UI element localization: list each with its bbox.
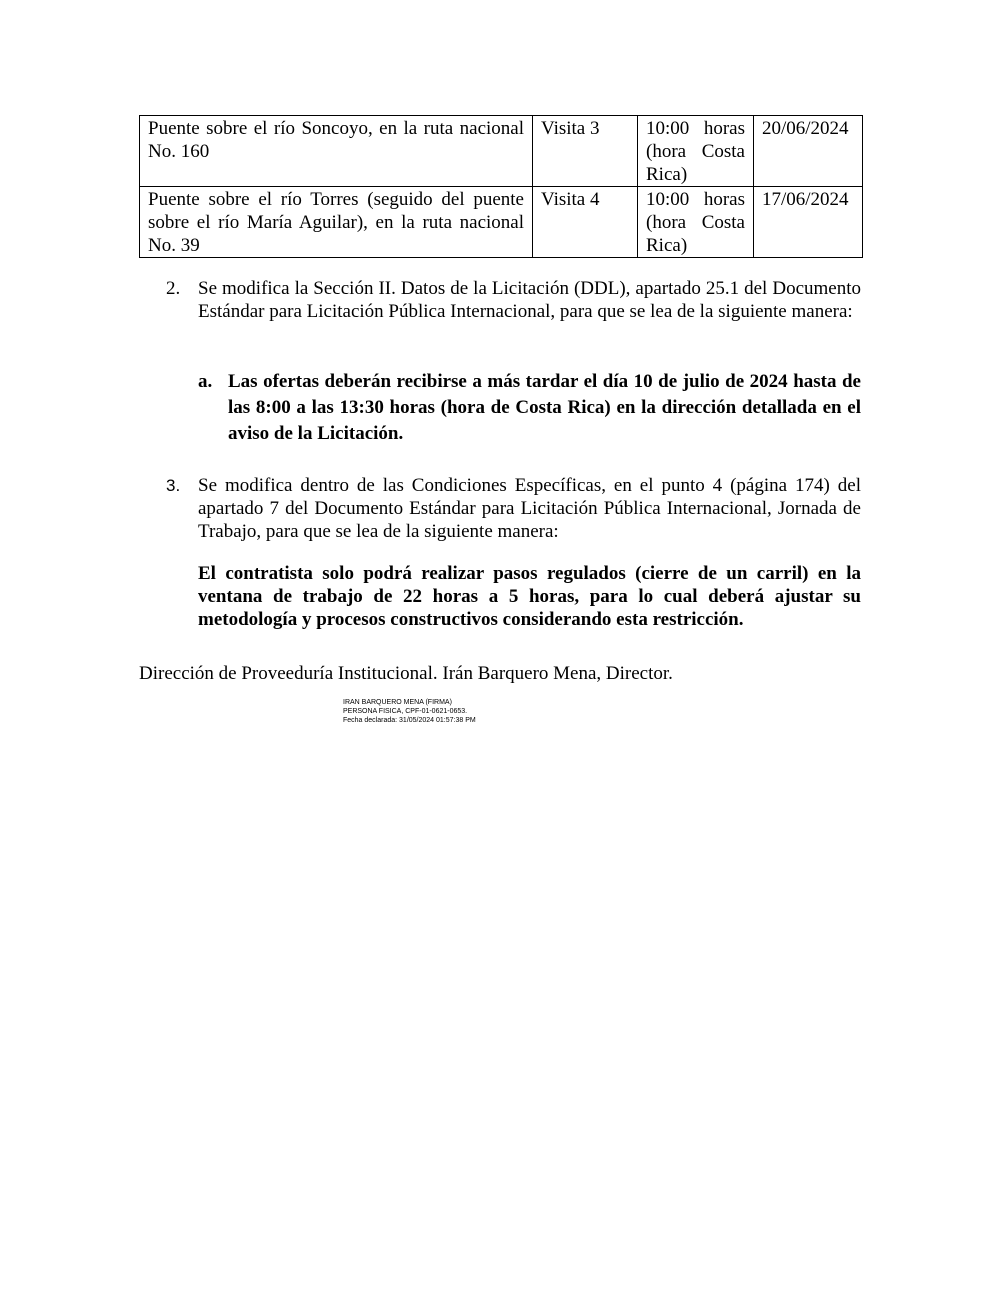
- digital-signature-block: [343, 698, 476, 725]
- signatory-line: Dirección de Proveeduría Institucional. Irán Barquero Mena, Director.: [139, 663, 673, 684]
- site-visits-table: [139, 115, 863, 258]
- item-number: 3.: [166, 476, 181, 495]
- bridge-description-cell: Puente sobre el río Soncoyo, en la ruta nacional No. 160: [140, 116, 533, 187]
- visit-time-cell: 10:00 horas (hora Costa Rica): [638, 187, 754, 258]
- visit-date-cell: 20/06/2024: [754, 116, 863, 187]
- amendment-item-3: [166, 474, 861, 543]
- signature-name: IRAN BARQUERO MENA (FIRMA): [343, 699, 452, 706]
- table-row: [140, 116, 863, 187]
- amendment-item-2: [166, 277, 861, 323]
- visit-number-cell: Visita 3: [533, 116, 638, 187]
- amendment-subitem-a: [198, 369, 861, 447]
- visit-date-cell: 17/06/2024: [754, 187, 863, 258]
- subitem-text: Las ofertas deberán recibirse a más tardar el día 10 de julio de 2024 hasta de las 8:00 a las 13:30 horas (hora de Costa Rica) en la dirección detallada en el aviso de la Licitación.: [228, 371, 861, 444]
- item-number: 2.: [166, 278, 181, 299]
- item-text: Se modifica dentro de las Condiciones Específicas, en el punto 4 (página 174) del apartado 7 del Documento Estándar para Licitación Pública Internacional, Jornada de Trabajo, para que se lea de la siguiente manera:: [198, 475, 861, 542]
- subitem-letter: a.: [198, 371, 213, 392]
- signature-date: Fecha declarada: 31/05/2024 01:57:38 PM: [343, 717, 476, 724]
- bridge-description-cell: Puente sobre el río Torres (seguido del puente sobre el río María Aguilar), en la ruta nacional No. 39: [140, 187, 533, 258]
- table-row: [140, 187, 863, 258]
- visit-number-cell: Visita 4: [533, 187, 638, 258]
- visit-time-cell: 10:00 horas (hora Costa Rica): [638, 116, 754, 187]
- work-schedule-restriction: El contratista solo podrá realizar pasos regulados (cierre de un carril) en la ventana de trabajo de 22 horas a 5 horas, para lo cual deberá ajustar su metodología y procesos constructivos considerando esta restricción.: [198, 563, 861, 630]
- item-text: Se modifica la Sección II. Datos de la Licitación (DDL), apartado 25.1 del Documento Estándar para Licitación Pública Internacional, para que se lea de la siguiente manera:: [198, 278, 861, 322]
- signature-id: PERSONA FISICA, CPF-01-0621-0653.: [343, 708, 468, 715]
